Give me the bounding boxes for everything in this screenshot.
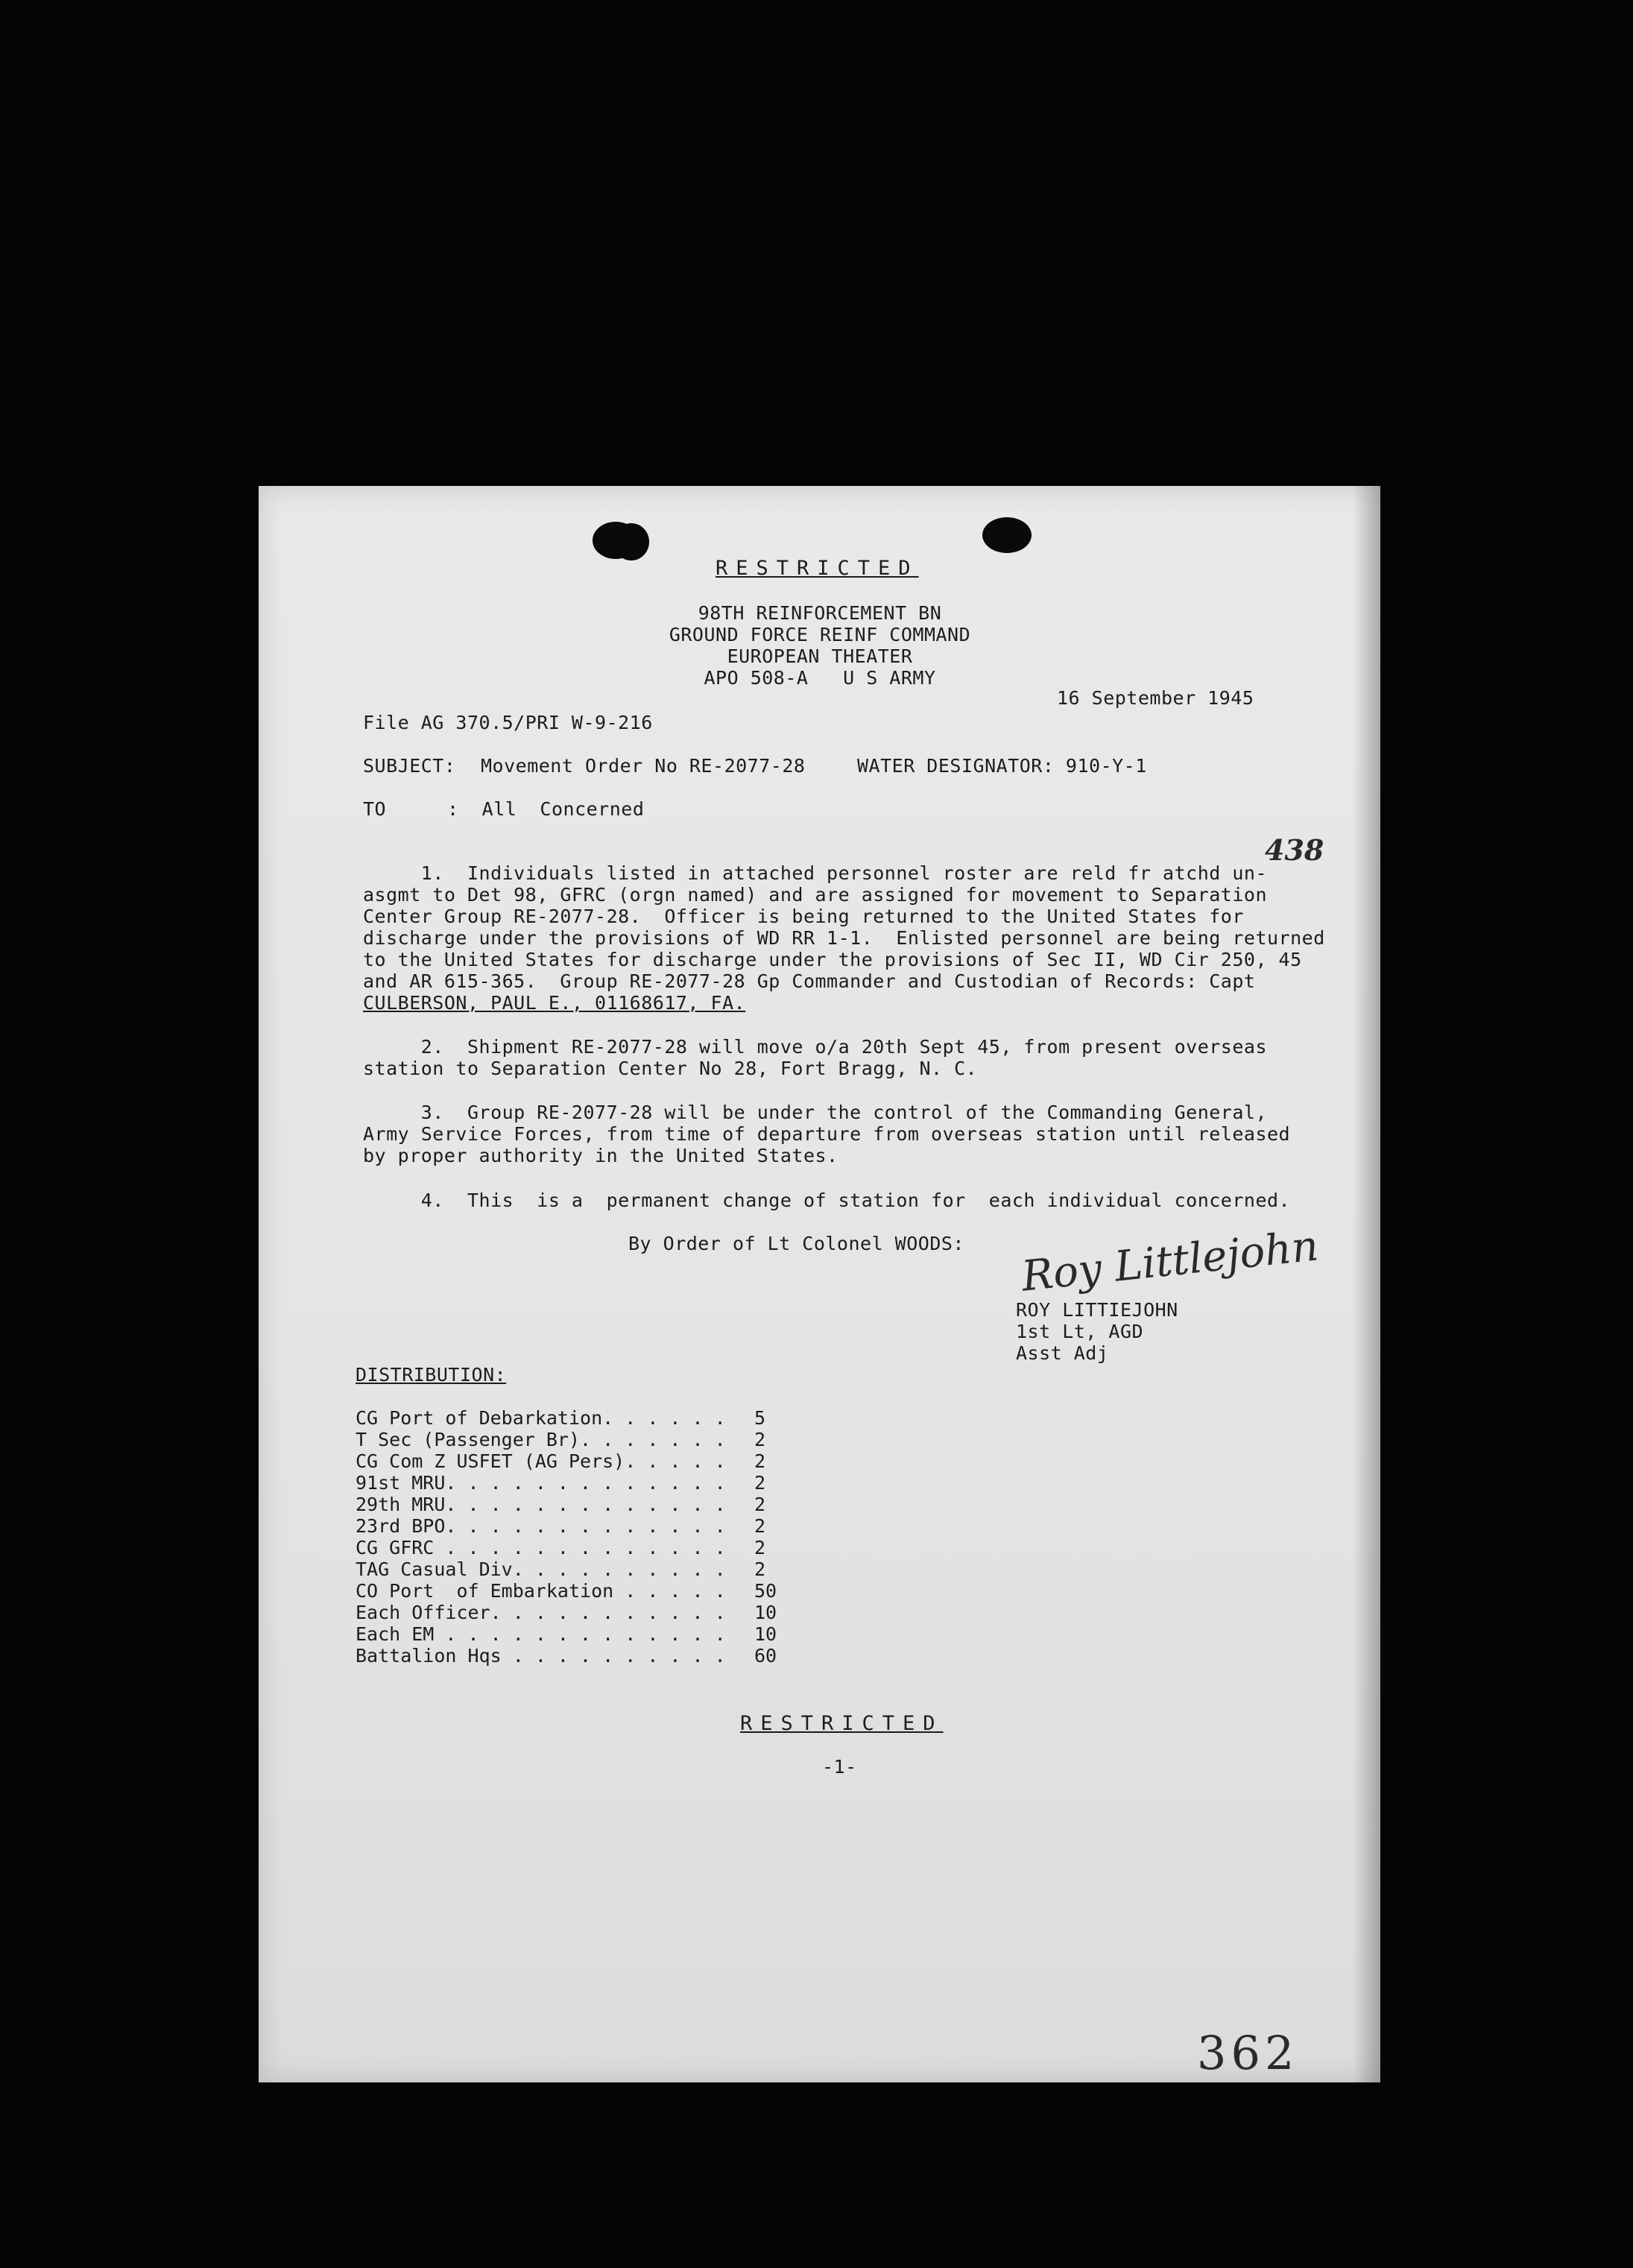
water-designator: WATER DESIGNATOR: 910-Y-1	[857, 755, 1147, 777]
distribution-row: Each EM . . . . . . . . . . . . .	[356, 1623, 726, 1645]
handwritten-signature: Roy Littlejohn	[1019, 1222, 1321, 1301]
document-date: 16 September 1945	[1057, 687, 1254, 709]
distribution-count: 2	[754, 1429, 766, 1450]
para2-line: 2. Shipment RE-2077-28 will move o/a 20th Sept 45, from present overseas	[363, 1036, 1267, 1058]
para3-line: 3. Group RE-2077-28 will be under the control of the Commanding General,	[363, 1102, 1267, 1123]
page-edge-shadow	[1353, 486, 1380, 2082]
distribution-count: 10	[754, 1602, 777, 1623]
distribution-count: 5	[754, 1407, 766, 1429]
classification-header: RESTRICTED	[716, 557, 919, 580]
unit-line-4: APO 508-A U S ARMY	[704, 667, 936, 689]
by-order-line: By Order of Lt Colonel WOODS:	[628, 1233, 964, 1254]
para3-line: by proper authority in the United States.	[363, 1145, 838, 1166]
para1-line: and AR 615-365. Group RE-2077-28 Gp Commander and Custodian of Records: Capt	[363, 970, 1256, 992]
distribution-label: DISTRIBUTION:	[356, 1364, 507, 1386]
distribution-row: Battalion Hqs . . . . . . . . . .	[356, 1645, 726, 1667]
to-label: TO	[363, 798, 387, 820]
distribution-count: 10	[754, 1623, 777, 1645]
to-text: : All Concerned	[447, 798, 645, 820]
unit-line-2: GROUND FORCE REINF COMMAND	[669, 624, 971, 645]
subject-label: SUBJECT:	[363, 755, 456, 777]
handwritten-number-top: 438	[1265, 833, 1324, 867]
punch-hole-right	[982, 517, 1032, 553]
distribution-row: TAG Casual Div. . . . . . . . . .	[356, 1558, 726, 1580]
para1-line: discharge under the provisions of WD RR 1-1. Enlisted personnel are being returned	[363, 927, 1325, 949]
punch-hole-left-b	[613, 523, 649, 560]
para3-line: Army Service Forces, from time of departure from overseas station until released	[363, 1123, 1291, 1145]
distribution-count: 2	[754, 1472, 766, 1494]
distribution-row: CG Port of Debarkation. . . . . .	[356, 1407, 726, 1429]
distribution-row: 29th MRU. . . . . . . . . . . . .	[356, 1494, 726, 1515]
signature-title: Asst Adj	[1016, 1342, 1109, 1364]
distribution-count: 2	[754, 1558, 766, 1580]
para1-line: to the United States for discharge under the provisions of Sec II, WD Cir 250, 45	[363, 949, 1302, 970]
distribution-row: 23rd BPO. . . . . . . . . . . . .	[356, 1515, 726, 1537]
unit-line-1: 98TH REINFORCEMENT BN	[698, 602, 942, 624]
distribution-row: 91st MRU. . . . . . . . . . . . .	[356, 1472, 726, 1494]
distribution-count: 2	[754, 1494, 766, 1515]
classification-footer: RESTRICTED	[740, 1712, 944, 1735]
distribution-row: CG Com Z USFET (AG Pers). . . . .	[356, 1450, 726, 1472]
para1-line: CULBERSON, PAUL E., 01168617, FA.	[363, 992, 746, 1014]
signature-rank: 1st Lt, AGD	[1016, 1321, 1144, 1342]
distribution-count: 2	[754, 1450, 766, 1472]
page-number: -1-	[822, 1756, 857, 1778]
paragraph-4: 4. This is a permanent change of station for each individual concerned.	[363, 1190, 1291, 1211]
subject-text: Movement Order No RE-2077-28	[481, 755, 806, 777]
distribution-row: Each Officer. . . . . . . . . . .	[356, 1602, 726, 1623]
distribution-row: CO Port of Embarkation . . . . .	[356, 1580, 726, 1602]
para1-line: 1. Individuals listed in attached personnel roster are reld fr atchd un-	[363, 862, 1267, 884]
handwritten-number-bottom: 362	[1197, 2026, 1299, 2080]
distribution-row: T Sec (Passenger Br). . . . . . .	[356, 1429, 726, 1450]
distribution-count: 60	[754, 1645, 777, 1667]
distribution-count: 50	[754, 1580, 777, 1602]
distribution-count: 2	[754, 1515, 766, 1537]
file-reference: File AG 370.5/PRI W-9-216	[363, 712, 653, 733]
distribution-row: CG GFRC . . . . . . . . . . . . .	[356, 1537, 726, 1558]
distribution-count: 2	[754, 1537, 766, 1558]
para2-line: station to Separation Center No 28, Fort Bragg, N. C.	[363, 1058, 978, 1079]
unit-line-3: EUROPEAN THEATER	[727, 645, 913, 667]
signature-name: ROY LITTIEJOHN	[1016, 1299, 1178, 1321]
para1-line: Center Group RE-2077-28. Officer is being returned to the United States for	[363, 906, 1244, 927]
para1-line: asgmt to Det 98, GFRC (orgn named) and are assigned for movement to Separation	[363, 884, 1267, 906]
